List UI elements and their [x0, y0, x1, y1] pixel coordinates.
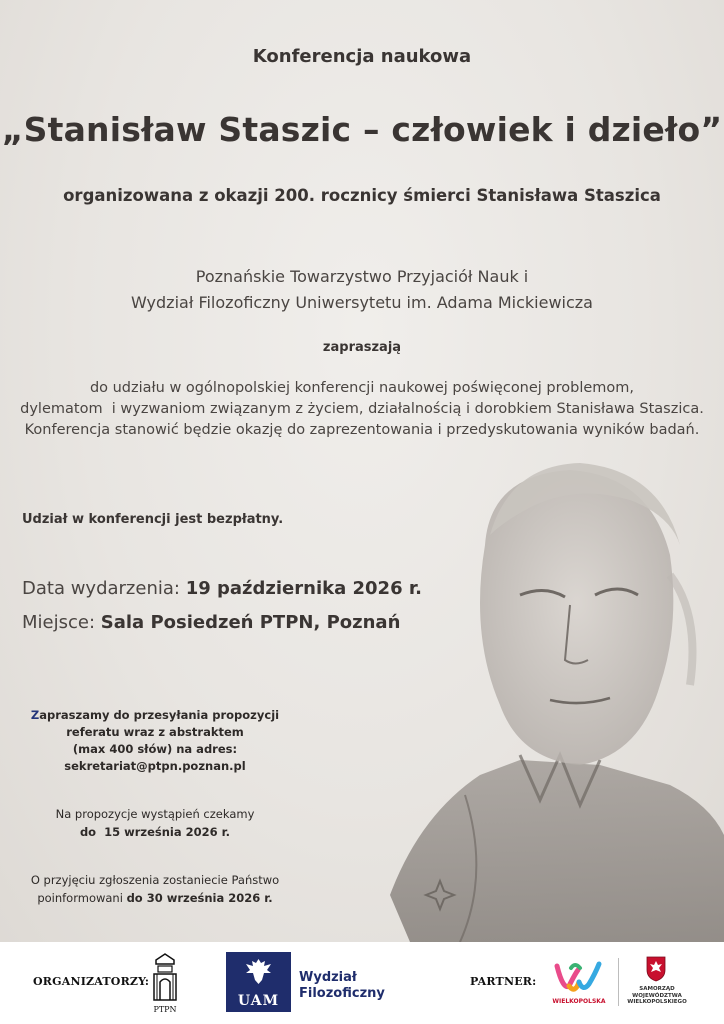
event-date-label: Data wydarzenia: [22, 578, 186, 599]
notification-deadline-line-1: O przyjęciu zgłoszenia zostaniecie Państwo [30, 873, 280, 887]
description-line-2: dylematom i wyzwaniom związanym z życiem, działalnością i dorobkiem Stanisława Staszica. [20, 401, 704, 417]
conference-subtitle: organizowana z okazji 200. rocznicy śmierci Stanisława Staszica [63, 186, 661, 205]
conference-description [0, 378, 724, 441]
organizers-statement [0, 264, 724, 316]
voivodeship-coat-of-arms-icon [646, 956, 666, 982]
faculty-name [299, 970, 385, 1002]
ptpn-logo [146, 952, 184, 1016]
event-type-heading: Konferencja naukowa [252, 46, 472, 67]
invite-word: zapraszają [322, 340, 402, 355]
uam-logo-text: UAM [237, 993, 280, 1009]
faculty-name-line-1: Wydział [299, 970, 357, 985]
samorzad-line-2: WOJEWÓDZTWA [632, 992, 682, 999]
description-line-1: do udziału w ogólnopolskiej konferencji naukowej poświęconej problemom, [89, 380, 635, 396]
faculty-name-line-2: Filozoficzny [299, 986, 385, 1001]
notification-deadline-prefix: poinformowani [37, 891, 127, 905]
notification-deadline-date: do 30 września 2026 r. [126, 891, 273, 905]
event-place-value: Sala Posiedzeń PTPN, Poznań [100, 612, 401, 633]
samorzad-logo-text [624, 986, 690, 1006]
event-date [22, 578, 422, 599]
call-first-letter: Z [30, 708, 40, 722]
logo-divider [618, 958, 619, 1006]
notification-deadline [0, 871, 310, 907]
samorzad-line-1: SAMORZĄD [639, 986, 675, 992]
conference-title: „Stanisław Staszic – człowiek i dzieło” [1, 110, 723, 149]
call-line-1: apraszamy do przesyłania propozycji [39, 708, 280, 722]
submission-deadline [0, 805, 310, 841]
call-line-3: (max 400 słów) na adres: [72, 742, 238, 756]
submission-deadline-date: do 15 września 2026 r. [79, 825, 231, 839]
uam-logo [226, 952, 291, 1012]
free-participation-note: Udział w konferencji jest bezpłatny. [22, 512, 284, 527]
event-place-label: Miejsce: [22, 612, 101, 633]
contact-email[interactable]: sekretariat@ptpn.poznan.pl [64, 759, 246, 773]
event-date-value: 19 października 2026 r. [185, 578, 423, 599]
staszic-portrait-image [370, 455, 724, 942]
organizers-label: ORGANIZATORZY: [33, 975, 150, 988]
footer-logos-bar [0, 942, 724, 1024]
organizers-line-1: Poznańskie Towarzystwo Przyjaciół Nauk i [195, 267, 529, 286]
description-line-3: Konferencja stanowić będzie okazję do zaprezentowania i przedyskutowania wyników badań. [24, 422, 700, 438]
wielkopolska-logo [553, 956, 603, 996]
partner-label: PARTNER: [470, 975, 537, 988]
wielkopolska-logo-text: WIELKOPOLSKA [552, 998, 606, 1005]
samorzad-line-3: WIELKOPOLSKIEGO [627, 999, 687, 1005]
eagle-icon [243, 956, 274, 986]
organizers-line-2: Wydział Filozoficzny Uniwersytetu im. Adama Mickiewicza [131, 293, 593, 312]
event-place [22, 612, 400, 633]
call-for-papers [0, 707, 310, 775]
ptpn-logo-text: PTPN [153, 1005, 177, 1014]
call-line-2: referatu wraz z abstraktem [66, 725, 244, 739]
submission-deadline-line-1: Na propozycje wystąpień czekamy [55, 807, 255, 821]
